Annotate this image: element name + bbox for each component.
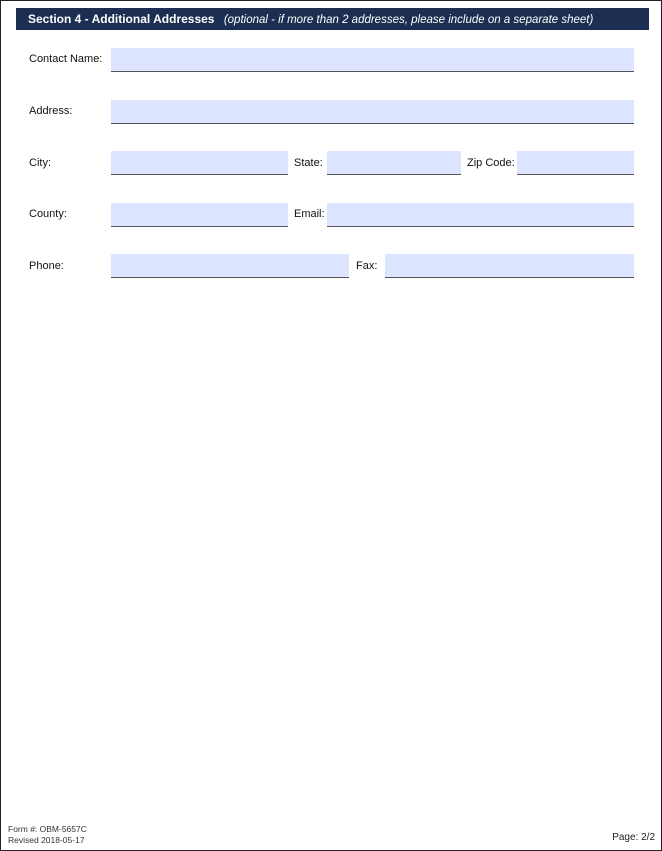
city-label: City:: [29, 157, 51, 169]
footer-form-info: [8, 824, 87, 846]
zip-code-label: Zip Code:: [467, 157, 515, 169]
state-label: State:: [294, 157, 323, 169]
fax-label: Fax:: [356, 260, 378, 272]
county-input[interactable]: [111, 203, 288, 227]
email-label: Email:: [294, 208, 325, 220]
phone-input[interactable]: [111, 254, 349, 278]
phone-label: Phone:: [29, 260, 64, 272]
section-title: Section 4 - Additional Addresses: [28, 12, 215, 26]
email-input[interactable]: [327, 203, 634, 227]
form-number: Form #: OBM-5657C: [8, 824, 87, 834]
contact-name-label: Contact Name:: [29, 53, 103, 65]
city-input[interactable]: [111, 151, 288, 175]
address-label: Address:: [29, 105, 73, 117]
revised-date: Revised 2018-05-17: [8, 835, 85, 845]
state-input[interactable]: [327, 151, 461, 175]
county-label: County:: [29, 208, 67, 220]
page-number: Page: 2/2: [612, 832, 655, 843]
zip-code-input[interactable]: [517, 151, 634, 175]
address-input[interactable]: [111, 100, 634, 124]
contact-name-input[interactable]: [111, 48, 634, 72]
fax-input[interactable]: [385, 254, 634, 278]
section-subtitle: (optional - if more than 2 addresses, please include on a separate sheet): [223, 14, 594, 26]
section-header: [16, 8, 649, 30]
